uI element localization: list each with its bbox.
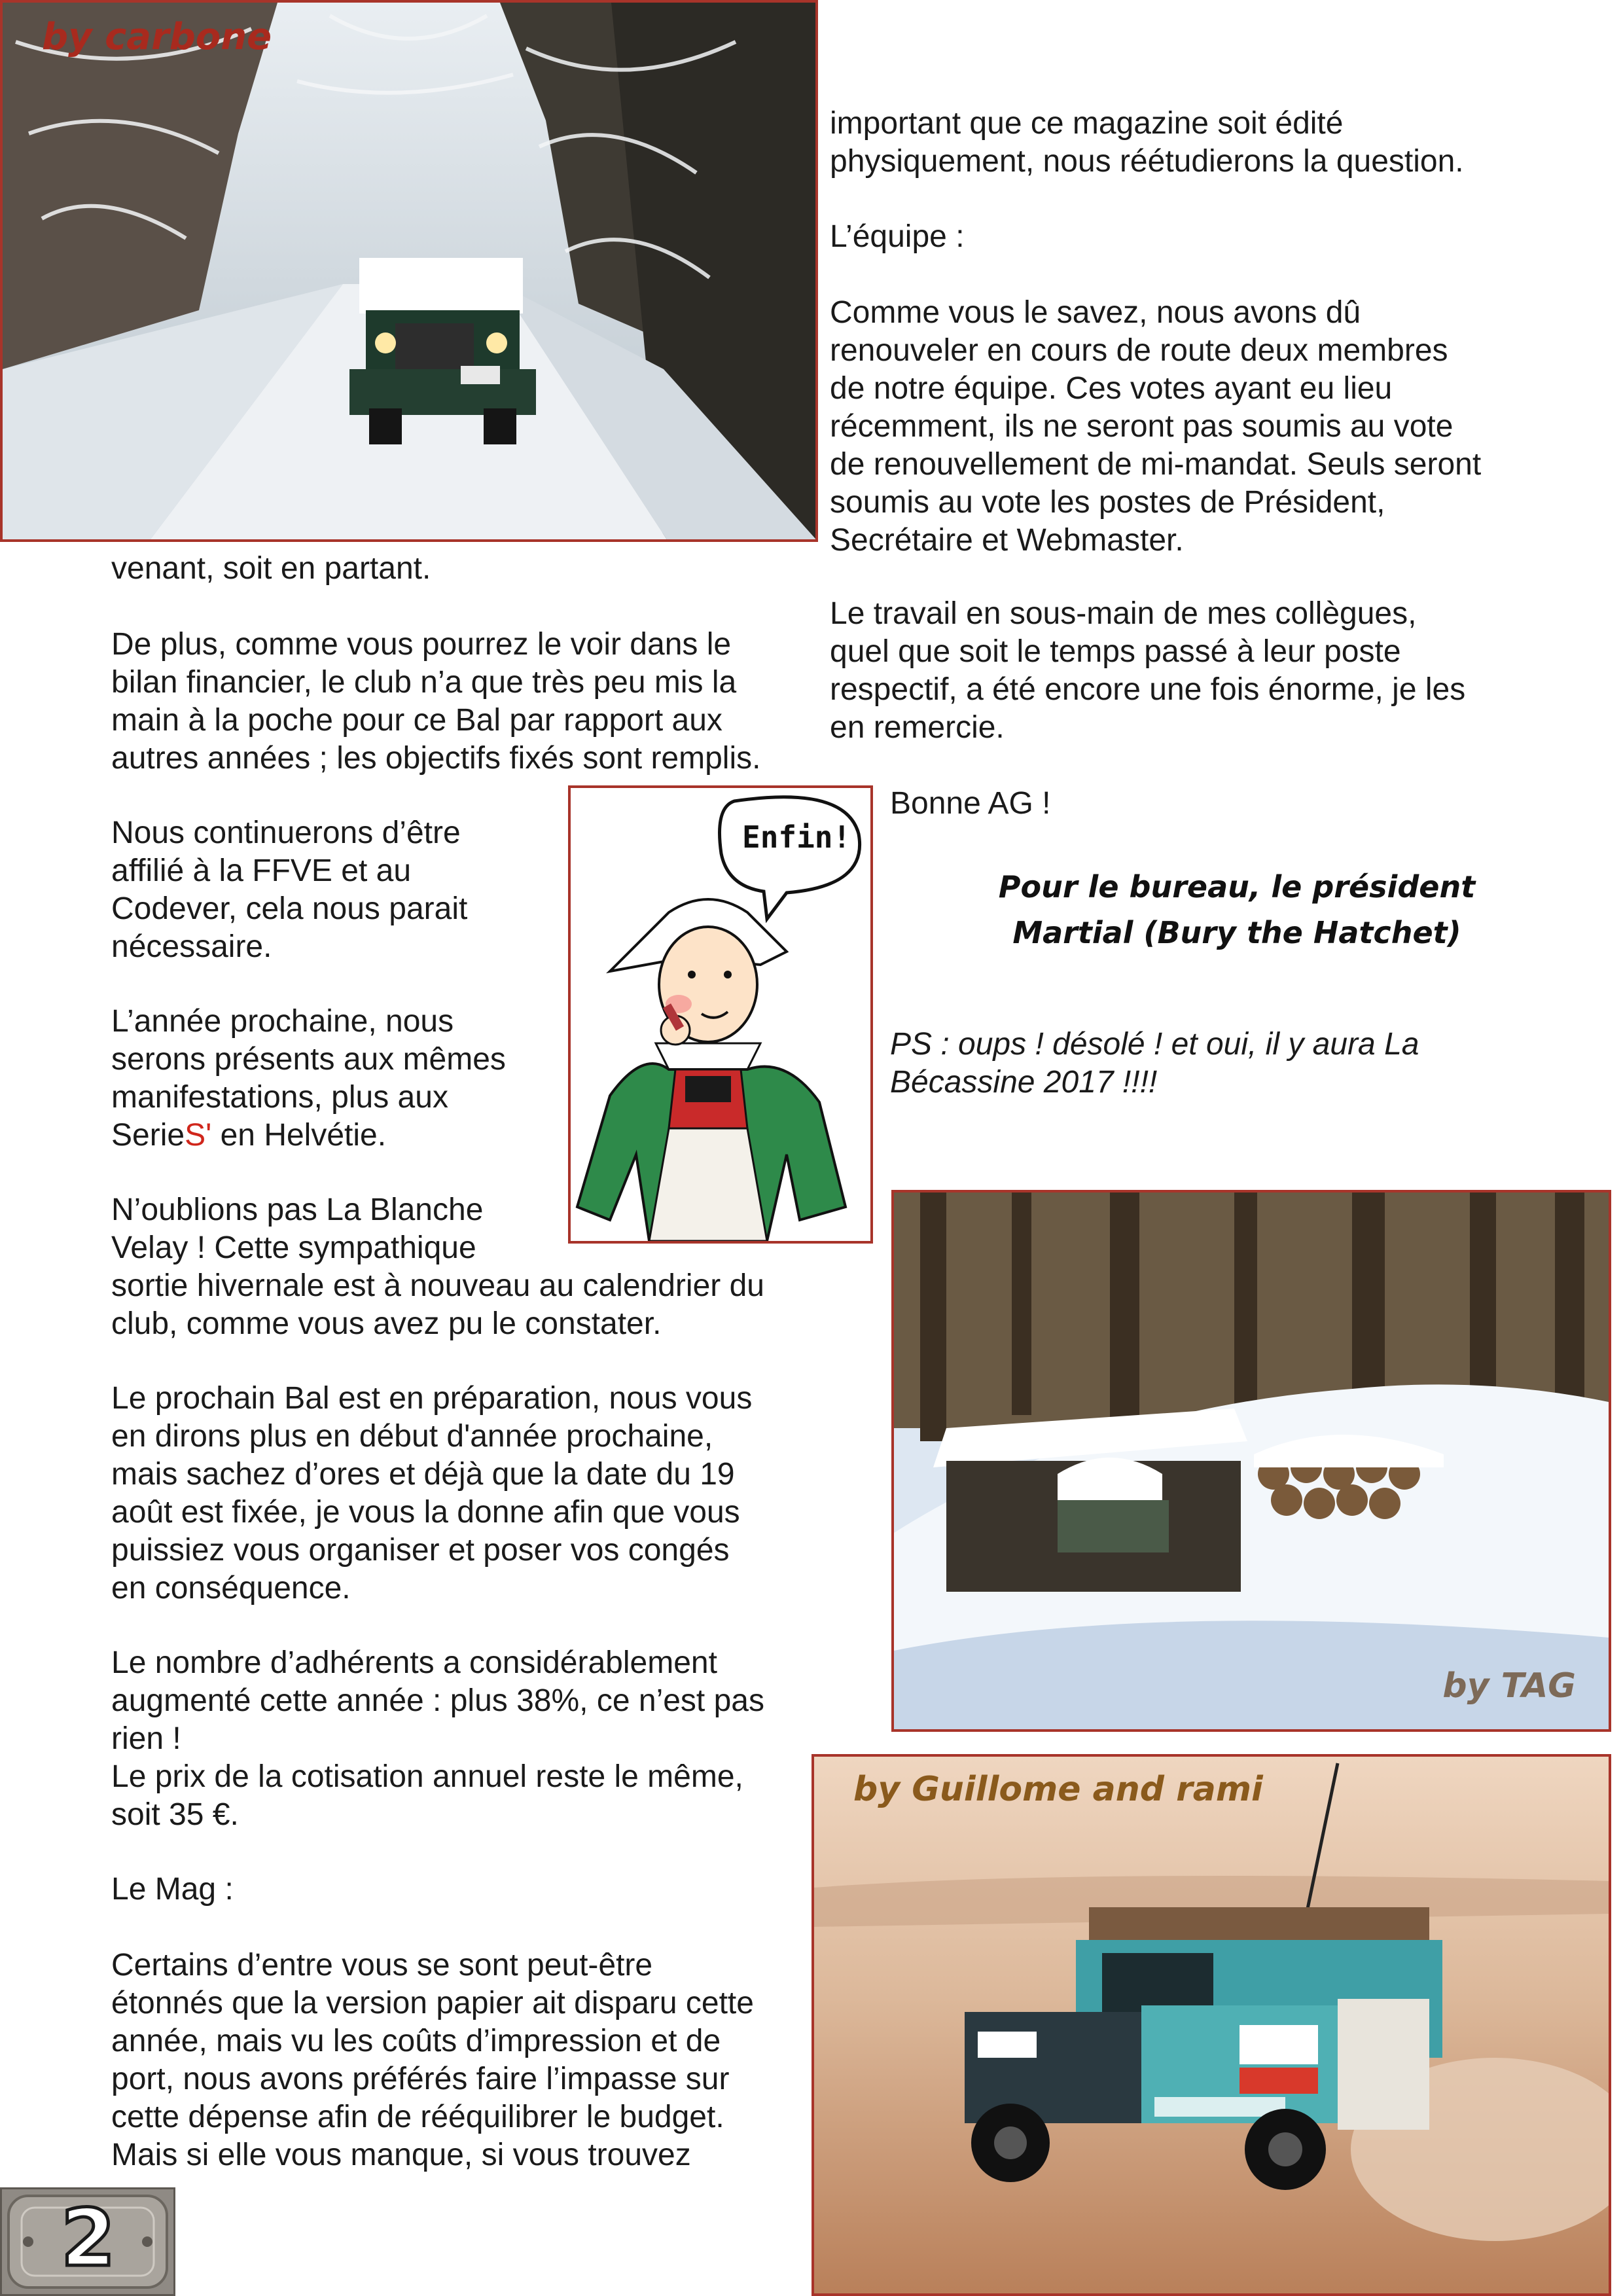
photo-snowy-forest-landrover bbox=[0, 0, 818, 542]
snowy-shed-illustration bbox=[894, 1193, 1609, 1729]
photo-credit-carbone: by carbone bbox=[42, 16, 272, 58]
left-paragraph-9: Certains d’entre vous se sont peut-être étonnés que la version papier ait disparu cette année, mais vu les coûts d’impression et de port, nous avons préférés faire l’impasse sur cette dépense afin de rééquilibrer le budget. Mais si elle vous manque, si vous trouvez bbox=[111, 1948, 754, 2172]
right-closing-greeting: Bonne AG ! bbox=[890, 786, 1051, 821]
right-paragraph-3: Comme vous le savez, nous avons dû renouveler en cours de route deux membres de notre équipe. Ces votes ayant eu lieu récemment, ils ne seront pas soumis au vote de renouvellement de mi-mandat. Seuls seront soumis au vote les postes de Président, Secrétaire et Webmaster. bbox=[830, 295, 1482, 558]
left-paragraph-4 bbox=[111, 1003, 569, 1155]
left-paragraph-4-text: L’année prochaine, nous serons présents aux mêmes manifestations, plus aux Serie bbox=[111, 1004, 506, 1153]
cartoon-becassine bbox=[568, 785, 873, 1244]
photo-snowy-shed bbox=[891, 1190, 1611, 1732]
footer-logo-badge bbox=[0, 2187, 175, 2296]
right-paragraph-1: important que ce magazine soit édité physiquement, nous réétudierons la question. bbox=[830, 106, 1464, 179]
signature-line-1: Pour le bureau, le président bbox=[998, 869, 1476, 905]
speech-bubble-text: Enfin! bbox=[742, 819, 851, 855]
becassine-illustration bbox=[571, 788, 870, 1241]
right-heading-equipe: L’équipe : bbox=[830, 219, 965, 254]
left-paragraph-1: venant, soit en partant. bbox=[111, 551, 431, 586]
left-paragraph-6: Le prochain Bal est en préparation, nous vous en dirons plus en début d'année prochaine, mais sachez d’ores et déjà que la date du 19 août est fixée, je vous la donne afin que vous puissiez vous organiser et poser vos congés en conséquence. bbox=[111, 1381, 753, 1605]
snowy-forest-illustration bbox=[3, 3, 818, 542]
postscript: PS : oups ! désolé ! et oui, il y aura La Bécassine 2017 !!!! bbox=[890, 1027, 1419, 1100]
left-paragraph-5: N’oublions pas La Blanche Velay ! Cette sympathique sortie hivernale est à nouveau au calendrier du club, comme vous avez pu le constater. bbox=[111, 1193, 764, 1341]
right-paragraph-4: Le travail en sous-main de mes collègues, quel que soit le temps passé à leur poste respectif, a été encore une fois énorme, je les en remercie. bbox=[830, 596, 1466, 745]
left-paragraph-2: De plus, comme vous pourrez le voir dans le bilan financier, le club n’a que très peu mis la main à la poche pour ce Bal par rapport aux autres années ; les objectifs fixés sont remplis. bbox=[111, 627, 761, 776]
left-paragraph-7: Le nombre d’adhérents a considérablement augmenté cette année : plus 38%, ce n’est pas rien ! Le prix de la cotisation annuel reste le même, soit 35 €. bbox=[111, 1645, 764, 1832]
left-paragraph-4-end: en Helvétie. bbox=[211, 1118, 387, 1153]
page-number: 2 bbox=[61, 2193, 116, 2284]
photo-desert-landrover bbox=[812, 1754, 1611, 2296]
desert-landrover-illustration bbox=[814, 1757, 1609, 2293]
photo-credit-guillome-rami: by Guillome and rami bbox=[853, 1770, 1263, 1809]
photo-credit-tag: by TAG bbox=[1442, 1666, 1576, 1706]
left-paragraph-mag-heading: Le Mag : bbox=[111, 1872, 234, 1907]
series-highlight: S' bbox=[185, 1118, 212, 1153]
signature-line-2: Martial (Bury the Hatchet) bbox=[1012, 915, 1461, 950]
left-paragraph-3: Nous continuerons d’être affilié à la FFVE et au Codever, cela nous parait nécessaire. bbox=[111, 816, 468, 964]
